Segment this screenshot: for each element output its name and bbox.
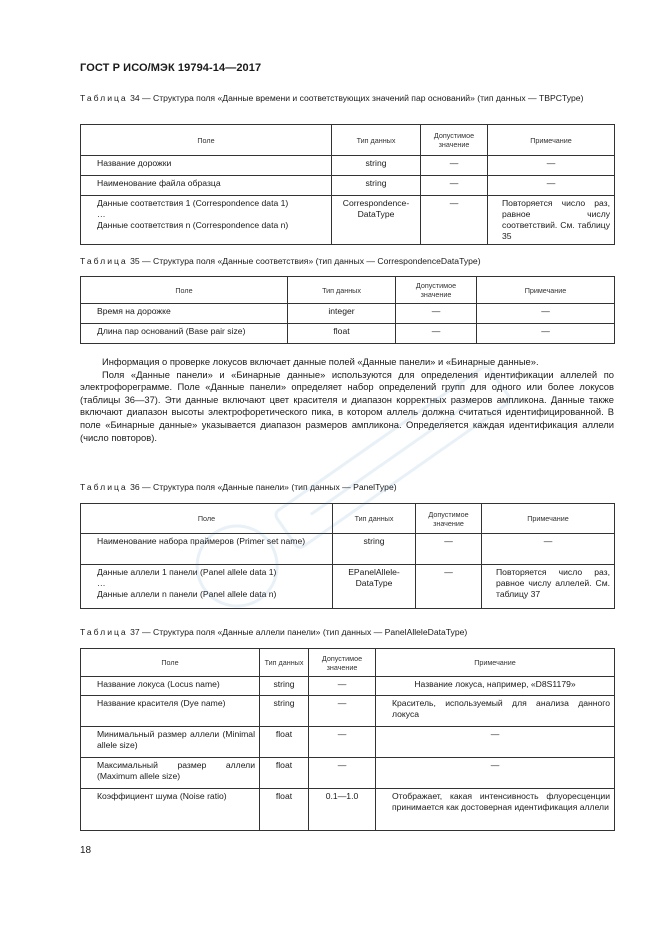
cell-type: string (332, 156, 421, 176)
cell-field: Минимальный размер аллели (Minimal allele size) (81, 727, 260, 758)
cell-allowed: — (396, 324, 477, 344)
caption-prefix: Таблица (80, 93, 128, 103)
paragraph: Поля «Данные панели» и «Бинарные данные» используются для определения идентификации аллелей по электрофореграмме. Поле «Данные панели» определяет набор определений групп для одного или более локусов (таблицы 36—37). Эти данные включают цвет красителя и диапазон корректных размеров ампликона. Данные также включают диапазон высоты электрофоретического пика, в котором аллель должна считаться идентифицированной. В поле «Бинарные данные» указывается диапазон размеров ампликона. Определяется каждая идентификация аллели (число повторов). (80, 368, 614, 443)
table-35-caption (80, 255, 614, 267)
cell-field: Наименование файла образца (81, 176, 332, 196)
cell-field: Максимальный размер аллели (Maximum allele size) (81, 758, 260, 789)
cell-type: string (260, 677, 309, 696)
document-header: ГОСТ Р ИСО/МЭК 19794-14—2017 (80, 62, 262, 74)
col-header-allowed: Допустимое значение (309, 649, 376, 677)
caption-prefix: Таблица (80, 482, 128, 492)
cell-field: Длина пар оснований (Base pair size) (81, 324, 288, 344)
table-37-caption (80, 626, 614, 638)
caption-prefix: Таблица (80, 627, 128, 637)
col-header-type: Тип данных (332, 125, 421, 156)
col-header-note: Примечание (482, 504, 615, 534)
paragraph: Информация о проверке локусов включает данные полей «Данные панели» и «Бинарные данные». (102, 356, 539, 367)
cell-field: Время на дорожке (81, 304, 288, 324)
table-row (81, 758, 615, 789)
col-header-type: Тип данных (333, 504, 416, 534)
col-header-field: Поле (81, 125, 332, 156)
table-header-row (81, 504, 615, 534)
table-34-caption (80, 92, 614, 104)
cell-note: Краситель, используемый для анализа данного локуса (376, 696, 615, 727)
cell-type: string (260, 696, 309, 727)
col-header-field: Поле (81, 504, 333, 534)
cell-note: — (376, 727, 615, 758)
cell-note: Повторяется число раз, равное числу соответствий. См. таблицу 35 (488, 196, 615, 245)
table-row (81, 789, 615, 831)
cell-allowed: — (309, 727, 376, 758)
table-row (81, 534, 615, 565)
cell-field: Наименование набора праймеров (Primer set name) (81, 534, 333, 565)
cell-type: string (332, 176, 421, 196)
col-header-allowed: Допустимое значение (421, 125, 488, 156)
cell-allowed: — (421, 176, 488, 196)
table-row (81, 324, 615, 344)
table-header-row (81, 649, 615, 677)
cell-note: Отображает, какая интенсивность флуоресценции принимается как достоверная идентификация аллели (376, 789, 615, 831)
cell-note: Повторяется число раз, равное числу аллелей. См. таблицу 37 (482, 565, 615, 609)
table-row (81, 727, 615, 758)
cell-allowed: — (416, 534, 482, 565)
table-row (81, 304, 615, 324)
cell-allowed: — (309, 677, 376, 696)
table-header-row (81, 125, 615, 156)
cell-type: integer (288, 304, 396, 324)
cell-type: float (288, 324, 396, 344)
table-row (81, 696, 615, 727)
cell-allowed: — (396, 304, 477, 324)
page-number: 18 (80, 845, 92, 856)
cell-field: Коэффициент шума (Noise ratio) (81, 789, 260, 831)
cell-field: Данные соответствия 1 (Correspondence data 1) … Данные соответствия n (Correspondence data n) (81, 196, 332, 245)
cell-note: Название локуса, например, «D8S1179» (376, 677, 615, 696)
table-row (81, 565, 615, 609)
cell-note: — (482, 534, 615, 565)
cell-field: Название локуса (Locus name) (81, 677, 260, 696)
col-header-note: Примечание (376, 649, 615, 677)
cell-allowed: — (416, 565, 482, 609)
body-text (80, 356, 614, 444)
table-row (81, 196, 615, 245)
cell-note: — (477, 304, 615, 324)
col-header-field: Поле (81, 649, 260, 677)
cell-type: EPanelAllele-DataType (333, 565, 416, 609)
cell-field: Данные аллели 1 панели (Panel allele data 1) … Данные аллели n панели (Panel allele data n) (81, 565, 333, 609)
cell-allowed: — (421, 196, 488, 245)
table-37 (80, 648, 615, 831)
cell-allowed: — (309, 696, 376, 727)
col-header-field: Поле (81, 277, 288, 304)
col-header-note: Примечание (477, 277, 615, 304)
col-header-note: Примечание (488, 125, 615, 156)
cell-note: — (376, 758, 615, 789)
table-row (81, 176, 615, 196)
cell-allowed: — (421, 156, 488, 176)
table-35 (80, 276, 615, 344)
cell-type: string (333, 534, 416, 565)
caption-text: 35 — Структура поля «Данные соответствия» (тип данных — CorrespondenceDataType) (127, 256, 481, 266)
cell-field: Название дорожки (81, 156, 332, 176)
table-34 (80, 124, 615, 245)
caption-text: 36 — Структура поля «Данные панели» (тип данных — PanelType) (127, 482, 397, 492)
cell-note: — (488, 176, 615, 196)
table-header-row (81, 277, 615, 304)
table-row (81, 677, 615, 696)
caption-text: 34 — Структура поля «Данные времени и соответствующих значений пар оснований» (тип данных — TBPCType) (127, 93, 584, 103)
col-header-type: Тип данных (260, 649, 309, 677)
table-36 (80, 503, 615, 609)
cell-type: float (260, 758, 309, 789)
cell-type: float (260, 789, 309, 831)
col-header-allowed: Допустимое значение (396, 277, 477, 304)
cell-allowed: 0.1—1.0 (309, 789, 376, 831)
col-header-type: Тип данных (288, 277, 396, 304)
cell-field: Название красителя (Dye name) (81, 696, 260, 727)
table-36-caption (80, 481, 614, 493)
cell-type: Correspondence-DataType (332, 196, 421, 245)
col-header-allowed: Допустимое значение (416, 504, 482, 534)
cell-note: — (477, 324, 615, 344)
caption-text: 37 — Структура поля «Данные аллели панели» (тип данных — PanelAlleleDataType) (127, 627, 468, 637)
cell-allowed: — (309, 758, 376, 789)
cell-type: float (260, 727, 309, 758)
caption-prefix: Таблица (80, 256, 128, 266)
cell-note: — (488, 156, 615, 176)
table-row (81, 156, 615, 176)
